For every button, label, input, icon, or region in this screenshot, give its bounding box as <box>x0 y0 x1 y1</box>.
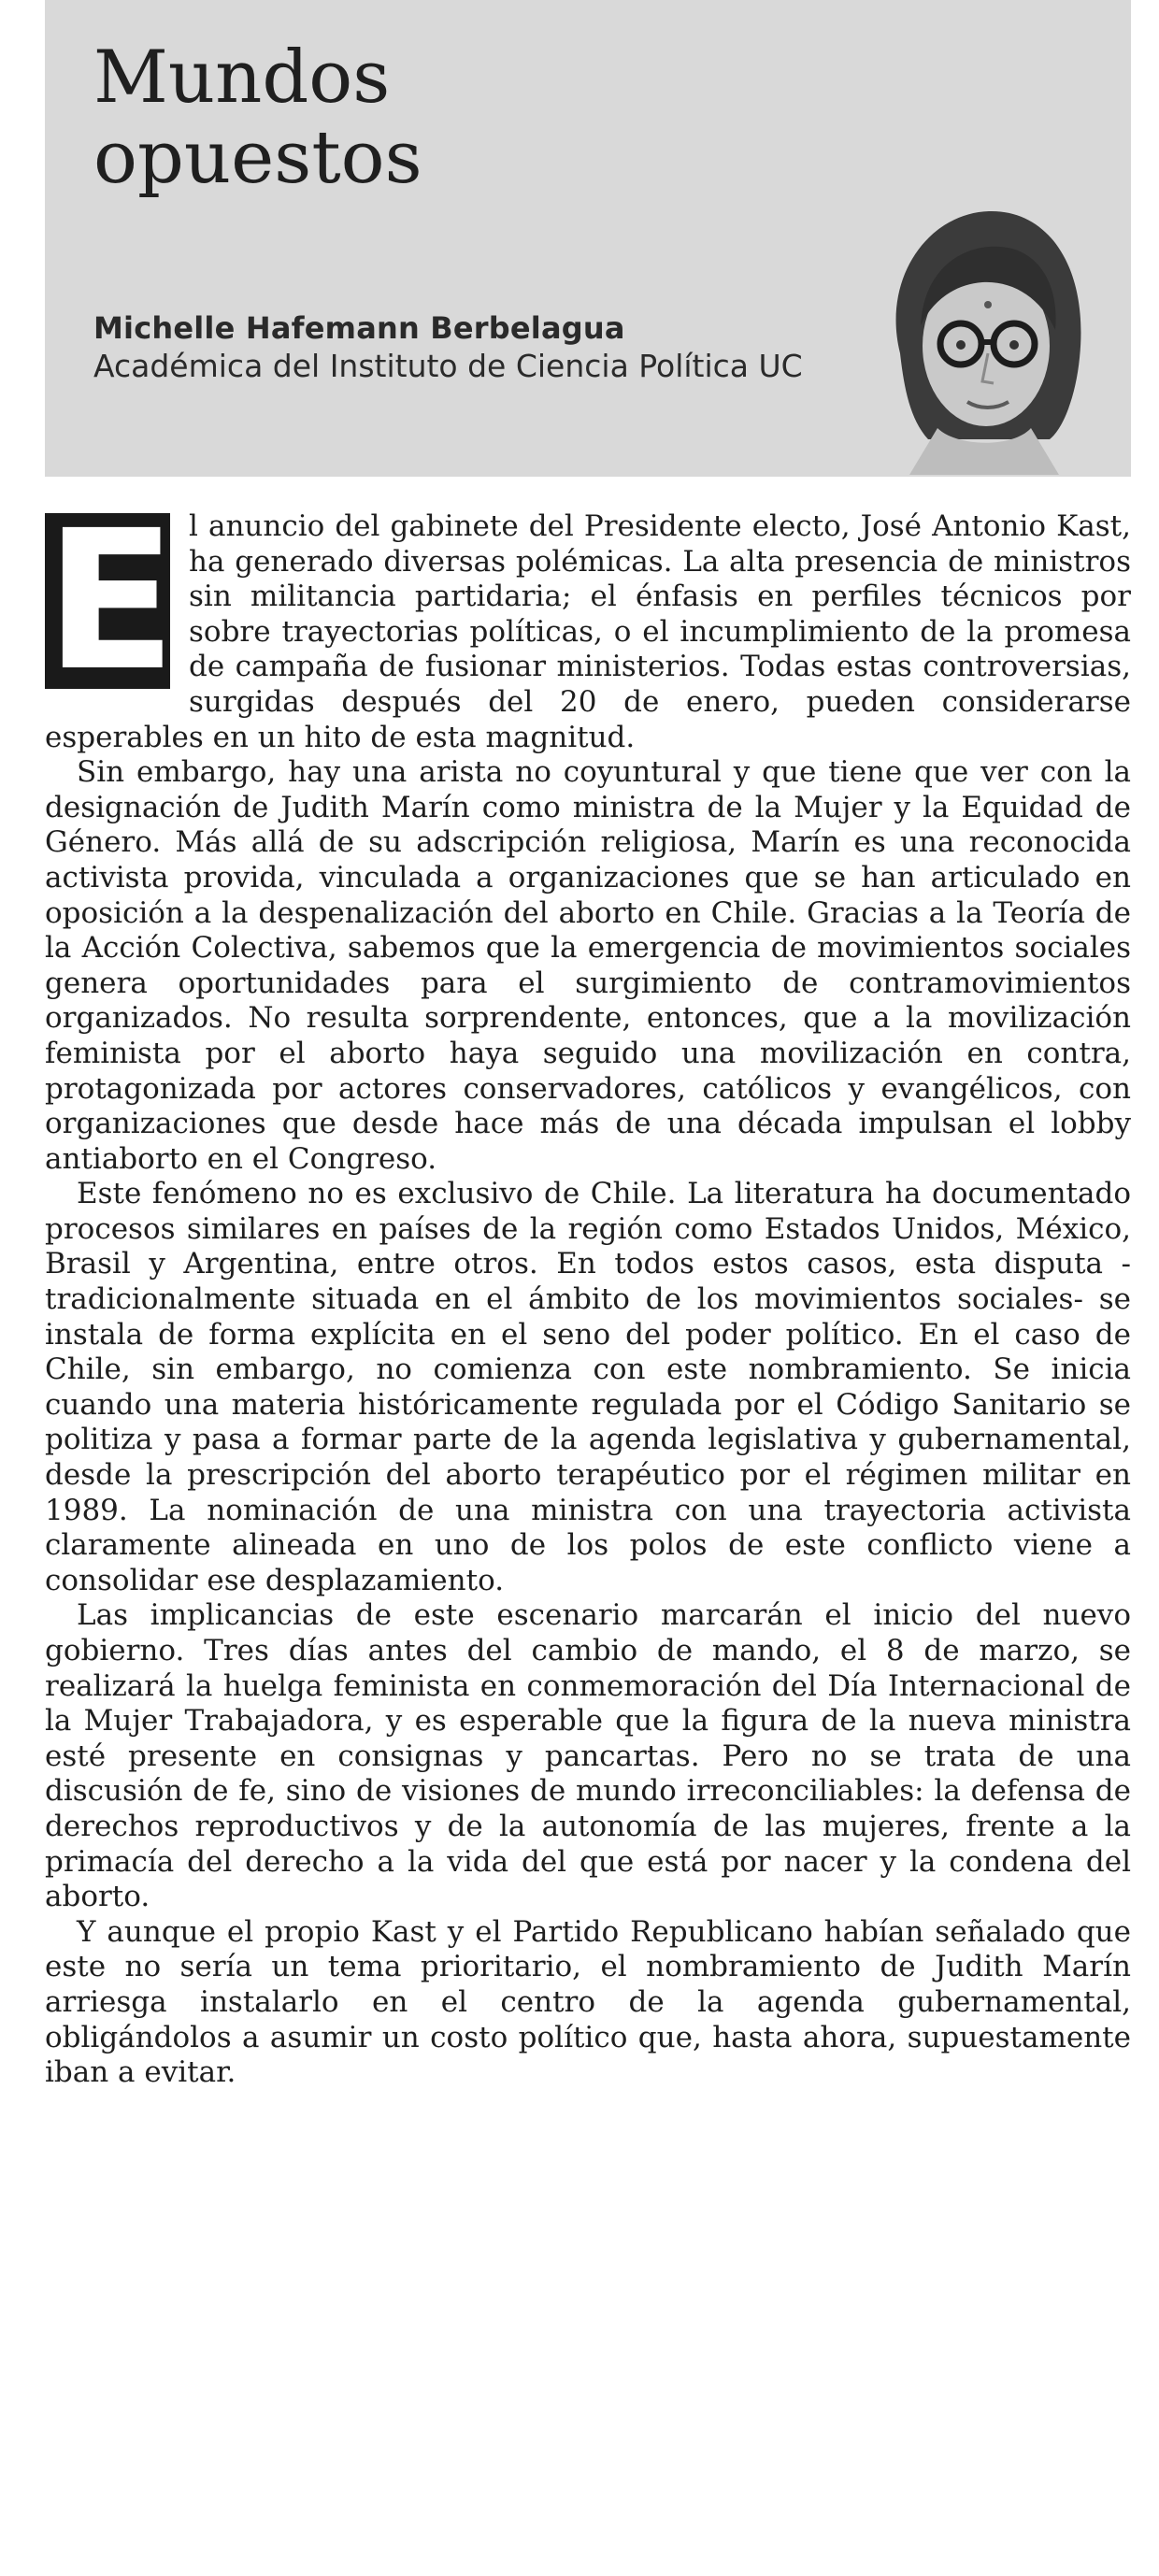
title-line-2: opuestos <box>93 116 422 200</box>
drop-cap-letter: E <box>45 489 177 713</box>
header-box <box>45 0 1131 477</box>
paragraph-2: Sin embargo, hay una arista no coyuntural y que tiene que ver con la designación de Judith Marín como ministra de la Mujer y la Equidad de Género. Más allá de su adscripción religiosa, Marín es una reconocida activista provida, vinculada a organizaciones que se han articulado en oposición a la despenalización del aborto en Chile. Gracias a la Teoría de la Acción Colectiva, sabemos que la emergencia de movimientos sociales genera oportunidades para el surgimiento de contramovimientos organizados. No resulta sorprendente, entonces, que a la movilización feminista por el aborto haya seguido una movilización en contra, protagonizada por actores conservadores, católicos y evangélicos, con organizaciones que desde hace más de una década impulsan el lobby antiaborto en el Congreso. <box>45 755 1131 1176</box>
article-body <box>45 489 1131 2091</box>
article-title <box>93 37 748 198</box>
paragraph-4: Las implicancias de este escenario marcarán el inicio del nuevo gobierno. Tres días antes del cambio de mando, el 8 de marzo, se realizará la huelga feminista en conmemoración del Día Internacional de la Mujer Trabajadora, y es esperable que la figura de la nueva ministra esté presente en consignas y pancartas. Pero no se trata de una discusión de fe, sino de visiones de mundo irreconciliables: la defensa de derechos reproductivos y de la autonomía de las mujeres, frente a la primacía del derecho a la vida del que está por nacer y la condena del aborto. <box>45 1598 1131 1914</box>
paragraph-3: Este fenómeno no es exclusivo de Chile. La literatura ha documentado procesos similares en países de la región como Estados Unidos, México, Brasil y Argentina, entre otros. En todos estos casos, esta disputa -tradicionalmente situada en el ámbito de los movimientos sociales- se instala de forma explícita en el seno del poder político. En el caso de Chile, sin embargo, no comienza con este nombramiento. Se inicia cuando una materia históricamente regulada por el Código Sanitario se politiza y pasa a formar parte de la agenda legislativa y gubernamental, desde la prescripción del aborto terapéutico por el régimen militar en 1989. La nominación de una ministra con una trayectoria activista claramente alineada en uno de los polos de este conflicto viene a consolidar ese desplazamiento. <box>45 1177 1131 1597</box>
paragraph-1-text: l anuncio del gabinete del Presidente electo, José Antonio Kast, ha generado diversas polémicas. La alta presencia de ministros sin militancia partidaria; el énfasis en perfiles técnicos por sobre trayectorias políticas, o el incumplimiento de la promesa de campaña de fusionar ministerios. Todas estas controversias, surgidas después del 20 de enero, pueden considerarse esperables en un hito de esta magnitud. <box>45 509 1131 754</box>
paragraph-5: Y aunque el propio Kast y el Partido Republicano habían señalado que este no sería un tema prioritario, el nombramiento de Judith Marín arriesga instalarlo en el centro de la agenda gubernamental, obligándolos a asumir un costo político que, hasta ahora, supuestamente iban a evitar. <box>45 1914 1131 2090</box>
author-role: Académica del Instituto de Ciencia Política UC <box>93 348 803 384</box>
paragraph-1 <box>45 489 1131 755</box>
author-name: Michelle Hafemann Berbelagua <box>93 310 625 346</box>
title-line-1: Mundos <box>93 36 391 120</box>
author-portrait-icon <box>872 194 1096 475</box>
drop-cap <box>45 489 177 713</box>
